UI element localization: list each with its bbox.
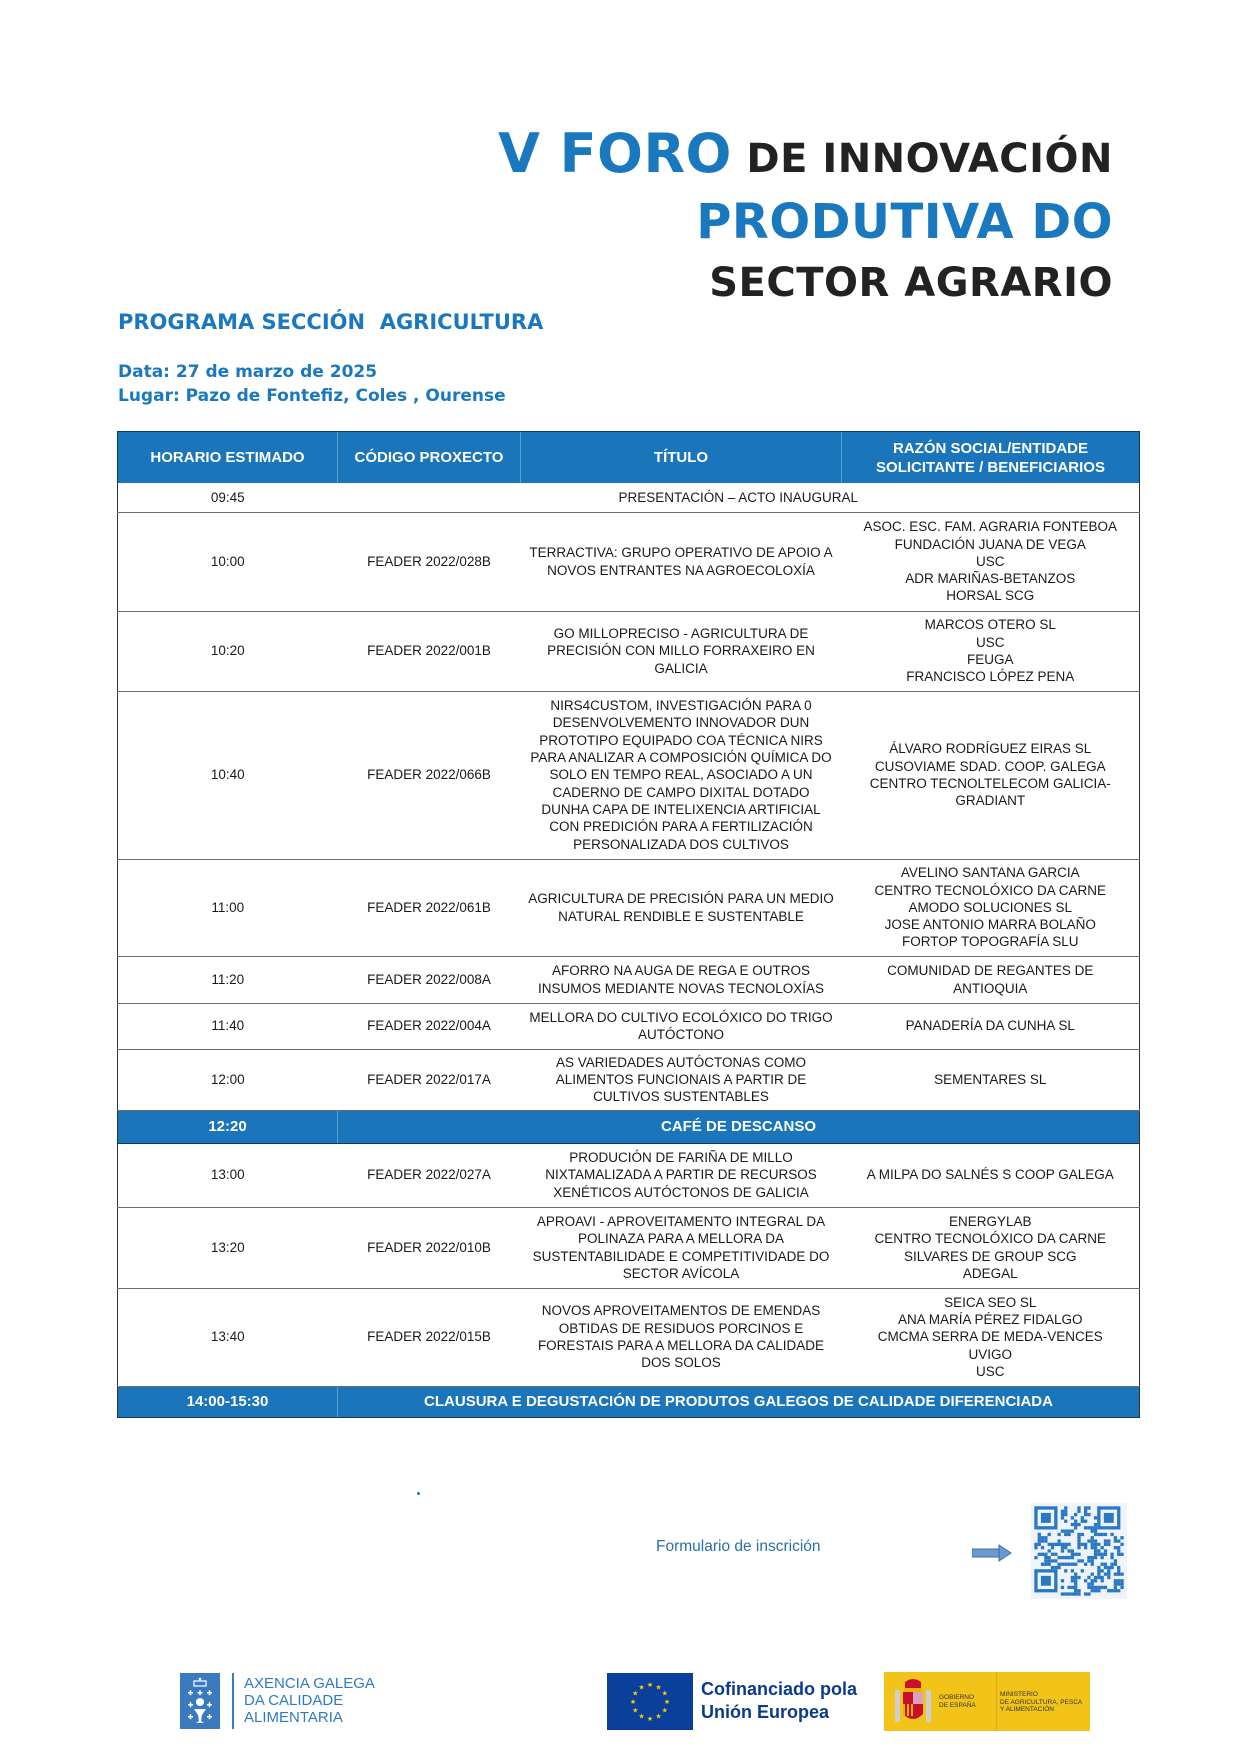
closing-row-label: CLAUSURA E DEGUSTACIÓN DE PRODUTOS GALEGOS DE CALIDADE DIFERENCIADA [338, 1386, 1140, 1417]
title-line: ALIMENTOS FUNCIONAIS A PARTIR DE [555, 1071, 807, 1087]
title-line: PRECISIÓN CON MILLO FORRAXEIRO EN [547, 643, 815, 659]
entities-cell [842, 691, 1140, 859]
project-title-cell [521, 1003, 842, 1049]
project-title-cell [521, 611, 842, 691]
time-cell: 13:20 [118, 1207, 338, 1288]
entity-line: CENTRO TECNOLÓXICO DA CARNE [874, 882, 1107, 898]
eu-star-icon: ★ [629, 1698, 637, 1706]
eu-star-icon: ★ [638, 1712, 645, 1721]
title-line: POLINAZA PARA A MELLORA DA [577, 1231, 785, 1247]
entity-line: PANADERÍA DA CUNHA SL [905, 1018, 1075, 1034]
title-line: SOLO EN TEMPO REAL, ASOCIADO A UN [549, 767, 813, 783]
registration-form-link[interactable]: Formulario de inscrición [656, 1538, 821, 1555]
coffee-break-row-label: CAFÉ DE DESCANSO [338, 1110, 1140, 1143]
project-code-cell: FEADER 2022/028B [338, 512, 521, 611]
entity-line: ANTIOQUIA [953, 980, 1028, 996]
time-cell: 13:00 [118, 1143, 338, 1207]
event-title-rest: DE INNOVACIÓN [731, 136, 1113, 182]
entities-cell [842, 1207, 1140, 1288]
title-line: CADERNO DE CAMPO DIXITAL DOTADO [552, 784, 810, 800]
entity-line: AMODO SOLUCIONES SL [908, 899, 1073, 915]
entity-line: CENTRO TECNOLÓXICO DA CARNE [874, 1231, 1107, 1247]
entity-line: MARCOS OTERO SL [924, 617, 1056, 633]
entities-cell [842, 1143, 1140, 1207]
gov-line2: DE ESPAÑA [939, 1701, 976, 1709]
entities-cell [842, 859, 1140, 956]
table-row [118, 512, 1140, 611]
entity-line: FUNDACIÓN JUANA DE VEGA [894, 536, 1086, 552]
coffee-break-row-time: 12:20 [118, 1110, 338, 1143]
entity-line: SEICA SEO SL [944, 1294, 1037, 1310]
entity-line: ADEGAL [962, 1265, 1018, 1281]
opening-time: 09:45 [118, 483, 338, 512]
project-code-cell: FEADER 2022/015B [338, 1288, 521, 1386]
table-row [118, 691, 1140, 859]
stray-dot [417, 1492, 420, 1495]
table-row [118, 1207, 1140, 1288]
eu-star-icon: ★ [632, 1706, 639, 1715]
galicia-coat-of-arms-icon [180, 1673, 220, 1729]
title-line: XENÉTICOS AUTÓCTONOS DE GALICIA [553, 1184, 809, 1200]
title-line: MELLORA DO CULTIVO ECOLÓXICO DO TRIGO [529, 1009, 833, 1025]
entity-line: CUSOVIAME SDAD. COOP. GALEGA [874, 758, 1106, 774]
title-line: TERRACTIVA: GRUPO OPERATIVO DE APOIO A [529, 545, 833, 561]
event-place: Lugar: Pazo de Fontefiz, Coles , Ourense [118, 386, 506, 406]
title-line: NOVOS APROVEITAMENTOS DE EMENDAS [541, 1303, 821, 1319]
column-header-entities: RAZÓN SOCIAL/ENTIDADE SOLICITANTE / BENEFICIARIOS [842, 432, 1140, 484]
opening-row [118, 483, 1140, 512]
entity-line: ÁLVARO RODRÍGUEZ EIRAS SL [889, 741, 1092, 757]
project-title-cell [521, 859, 842, 956]
table-row [118, 859, 1140, 956]
project-title-cell [521, 1288, 842, 1386]
coffee-break-row [118, 1110, 1140, 1143]
eu-label-line1: Cofinanciado pola [701, 1679, 858, 1699]
time-cell: 11:00 [118, 859, 338, 956]
qr-code-icon[interactable] [1031, 1503, 1127, 1599]
title-line: DESENVOLVEMENTO INNOVADOR DUN [552, 715, 810, 731]
agca-name-line2: DA CALIDADE [244, 1692, 344, 1709]
title-line: DOS SOLOS [641, 1355, 721, 1371]
entities-cell [842, 611, 1140, 691]
title-line: FORESTAIS PARA A MELLORA DA CALIDADE [537, 1338, 825, 1353]
entity-line: AVELINO SANTANA GARCIA [900, 865, 1080, 881]
entity-line: SEMENTARES SL [934, 1071, 1047, 1087]
column-header-code: CÓDIGO PROXECTO [338, 432, 521, 484]
opening-label: PRESENTACIÓN – ACTO INAUGURAL [338, 483, 1140, 512]
spain-coat-of-arms-icon [893, 1676, 933, 1728]
time-cell: 13:40 [118, 1288, 338, 1386]
entity-line: ANA MARÍA PÉREZ FIDALGO [897, 1312, 1083, 1328]
entity-line: FRANCISCO LÓPEZ PENA [906, 669, 1075, 685]
title-line: NIRS4CUSTOM, INVESTIGACIÓN PARA 0 [550, 698, 812, 714]
entity-line: CMCMA SERRA DE MEDA-VENCES [877, 1329, 1103, 1345]
title-line: DUNHA CAPA DE INTELIXENCIA ARTIFICIAL [541, 801, 821, 817]
project-code-cell: FEADER 2022/008A [338, 956, 521, 1003]
project-code-cell: FEADER 2022/004A [338, 1003, 521, 1049]
entity-line: HORSAL SCG [946, 588, 1035, 604]
table-row [118, 1049, 1140, 1110]
project-code-cell: FEADER 2022/027A [338, 1143, 521, 1207]
eu-star-icon: ★ [655, 1683, 662, 1692]
title-line: OBTIDAS DE RESIDUOS PORCINOS E [558, 1320, 804, 1336]
project-title-cell [521, 1207, 842, 1288]
title-line: SUSTENTABILIDADE E COMPETITIVIDADE DO [532, 1248, 830, 1264]
entity-line: COMUNIDAD DE REGANTES DE [887, 963, 1094, 979]
event-date: Data: 27 de marzo de 2025 [118, 362, 378, 382]
entity-line: ADR MARIÑAS-BETANZOS [905, 571, 1076, 587]
entity-line: FORTOP TOPOGRAFÍA SLU [901, 934, 1079, 950]
gov-line1: GOBIERNO [939, 1694, 975, 1701]
entities-cell [842, 956, 1140, 1003]
entity-line: USC [975, 634, 1005, 650]
eu-star-icon: ★ [661, 1706, 668, 1715]
eu-star-icon: ★ [646, 1715, 654, 1723]
table-row [118, 956, 1140, 1003]
entity-line: CENTRO TECNOLTELECOM GALICIA- [869, 776, 1111, 791]
entities-cell [842, 1288, 1140, 1386]
eu-star-icon: ★ [632, 1689, 639, 1698]
title-line: GO MILLOPRECISO - AGRICULTURA DE [553, 626, 809, 642]
section-title: PROGRAMA SECCIÓN AGRICULTURA [118, 310, 544, 334]
title-line: PROTOTIPO EQUIPADO COA TÉCNICA NIRS [539, 732, 823, 748]
entities-cell [842, 1049, 1140, 1110]
event-title-line1 [498, 124, 1113, 189]
title-line: APROAVI - APROVEITAMENTO INTEGRAL DA [536, 1213, 826, 1229]
title-line: PARA ANALIZAR A COMPOSICIÓN QUÍMICA DO [530, 750, 832, 766]
title-line: AGRICULTURA DE PRECISIÓN PARA UN MEDIO [528, 891, 834, 907]
project-title-cell [521, 956, 842, 1003]
eu-star-icon: ★ [638, 1683, 645, 1692]
entity-line: USC [975, 1363, 1005, 1379]
title-line: CULTIVOS SUSTENTABLES [593, 1089, 769, 1105]
column-header-time: HORARIO ESTIMADO [118, 432, 338, 484]
entity-line: JOSE ANTONIO MARRA BOLAÑO [884, 917, 1096, 933]
agca-name-line1: AXENCIA GALEGA [244, 1675, 375, 1692]
ministry-line1: MINISTERIO [1000, 1691, 1038, 1698]
closing-row-time: 14:00-15:30 [118, 1386, 338, 1417]
ministry-label [1000, 1691, 1082, 1714]
entities-cell [842, 1003, 1140, 1049]
entity-line: USC [975, 553, 1005, 569]
title-line: PERSONALIZADA DOS CULTIVOS [573, 836, 789, 852]
column-header-title: TÍTULO [521, 432, 842, 484]
table-row [118, 611, 1140, 691]
event-title-highlight: V FORO [498, 122, 732, 185]
entity-line: ENERGYLAB [948, 1213, 1032, 1229]
ministry-line2: DE AGRICULTURA, PESCA [1000, 1698, 1083, 1706]
time-cell: 12:00 [118, 1049, 338, 1110]
title-line: PRODUCIÓN DE FARIÑA DE MILLO [569, 1150, 793, 1166]
program-table-body [118, 483, 1140, 1417]
title-line: AFORRO NA AUGA DE REGA E OUTROS [551, 963, 811, 979]
eu-star-icon: ★ [646, 1681, 654, 1689]
time-cell: 10:40 [118, 691, 338, 859]
entity-line: A MILPA DO SALNÉS S COOP GALEGA [866, 1167, 1114, 1183]
project-code-cell: FEADER 2022/017A [338, 1049, 521, 1110]
eu-star-icon: ★ [655, 1712, 662, 1721]
program-table [117, 431, 1140, 1418]
project-code-cell: FEADER 2022/066B [338, 691, 521, 859]
eu-cofinancing-label [701, 1678, 857, 1724]
time-cell: 10:20 [118, 611, 338, 691]
project-code-cell: FEADER 2022/010B [338, 1207, 521, 1288]
project-code-cell: FEADER 2022/061B [338, 859, 521, 956]
arrow-right-icon [972, 1544, 1012, 1562]
project-code-cell: FEADER 2022/001B [338, 611, 521, 691]
agca-name-line3: ALIMENTARIA [244, 1709, 343, 1726]
ministry-line3: Y ALIMENTACIÓN [1000, 1706, 1054, 1713]
entities-cell [842, 512, 1140, 611]
title-line: NIXTAMALIZADA A PARTIR DE RECURSOS [545, 1167, 817, 1183]
time-cell: 11:40 [118, 1003, 338, 1049]
eu-star-icon: ★ [663, 1698, 671, 1706]
entity-line: GRADIANT [955, 793, 1026, 809]
agca-name [244, 1675, 375, 1726]
entity-line: FEUGA [966, 652, 1014, 667]
title-line: AUTÓCTONO [637, 1027, 724, 1042]
eu-flag-icon [607, 1673, 693, 1730]
project-title-cell [521, 1049, 842, 1110]
eu-star-icon: ★ [661, 1689, 668, 1698]
project-title-cell [521, 512, 842, 611]
table-row [118, 1003, 1140, 1049]
project-title-cell [521, 691, 842, 859]
title-line: SECTOR AVÍCOLA [622, 1265, 740, 1281]
entity-line: ASOC. ESC. FAM. AGRARIA FONTEBOA [863, 519, 1118, 535]
title-line: GALICIA [654, 660, 708, 676]
project-title-cell [521, 1143, 842, 1207]
entity-line: UVIGO [968, 1346, 1012, 1362]
spain-government-label [939, 1694, 976, 1709]
title-line: NOVOS ENTRANTES NA AGROECOLOXÍA [547, 562, 815, 578]
event-title-line2: PRODUTIVA DO [696, 194, 1113, 250]
time-cell: 11:20 [118, 956, 338, 1003]
table-row [118, 1143, 1140, 1207]
agca-divider [232, 1673, 234, 1729]
title-line: CON PREDICIÓN PARA A FERTILIZACIÓN [549, 819, 813, 835]
table-row [118, 1288, 1140, 1386]
title-line: NATURAL RENDIBLE E SUSTENTABLE [558, 908, 804, 924]
time-cell: 10:00 [118, 512, 338, 611]
table-header-row [118, 432, 1140, 484]
eu-label-line2: Unión Europea [701, 1702, 830, 1722]
event-title-line3: SECTOR AGRARIO [709, 260, 1113, 306]
title-line: AS VARIEDADES AUTÓCTONAS COMO [555, 1054, 807, 1070]
spain-logo-divider [996, 1672, 997, 1731]
closing-row [118, 1386, 1140, 1417]
title-line: INSUMOS MEDIANTE NOVAS TECNOLOXÍAS [537, 980, 825, 996]
entity-line: SILVARES DE GROUP SCG [903, 1248, 1077, 1264]
